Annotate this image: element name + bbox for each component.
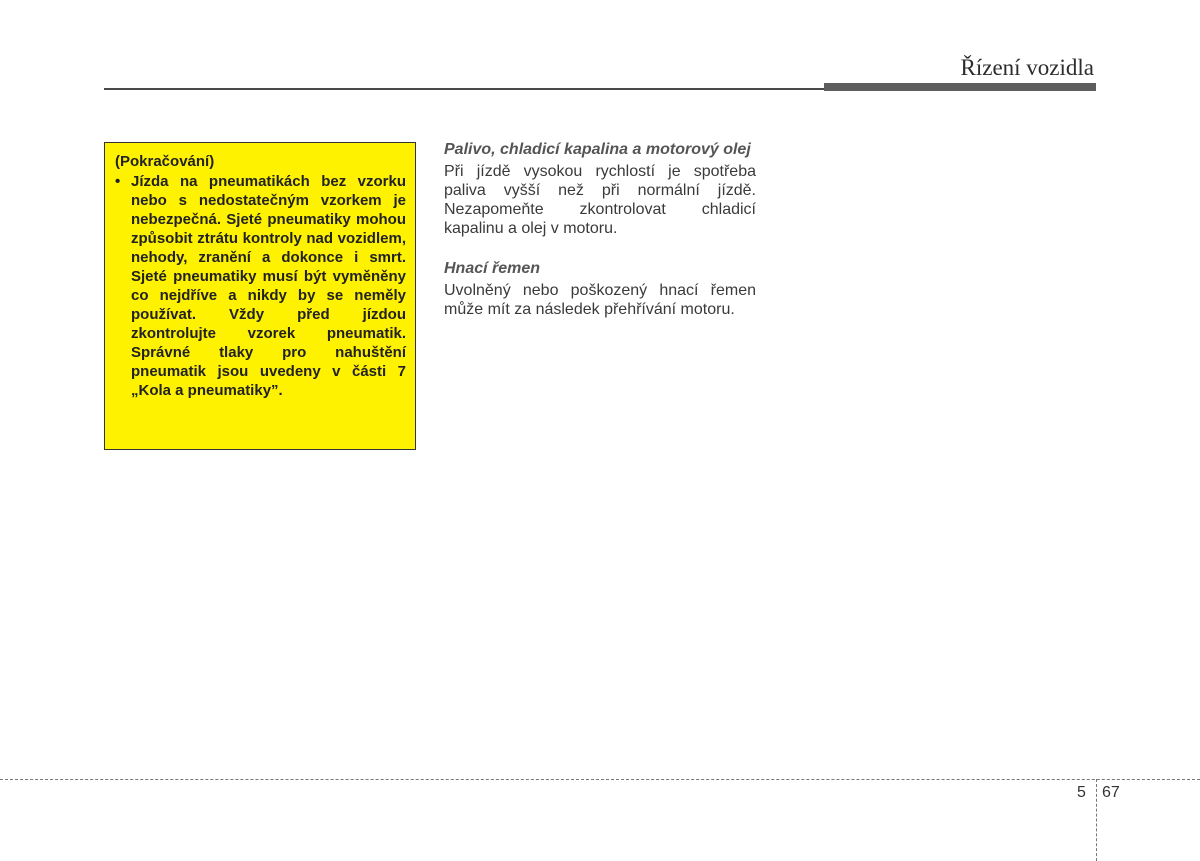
header-rule-accent xyxy=(824,83,1096,91)
warning-text: Jízda na pneumatikách bez vzorku nebo s nedostatečným vzorkem je nebezpečná. Sjeté pneumatiky mohou způsobit ztrátu kontroly nad vozidlem, nehody, zranění a dokonce i smrt. Sjeté pneumatiky musí být vyměněny co nejdříve a nikdy by se neměly používat. Vždy před jízdou zkontrolujte vzorek pneumatik. Správné tlaky pro nahuštění pneumatik jsou uvedeny v části 7 „Kola a pneumatiky”. xyxy=(131,173,406,399)
section-body: Při jízdě vysokou rychlostí je spotřeba paliva vyšší než při normální jízdě. Nezapomeňte zkontrolovat chladicí kapalinu a olej v motoru. xyxy=(444,163,756,237)
section-body: Uvolněný nebo poškozený hnací řemen může mít za následek přehřívání motoru. xyxy=(444,282,756,318)
page-title: Řízení vozidla xyxy=(960,55,1094,80)
footer-divider xyxy=(1096,779,1097,861)
warning-box xyxy=(104,142,416,450)
footer-rule xyxy=(0,779,1200,780)
bullet-icon: • xyxy=(115,173,121,190)
section-title: Palivo, chladicí kapalina a motorový olej xyxy=(444,141,751,158)
section-drive-belt xyxy=(444,259,756,319)
warning-list-item xyxy=(115,172,406,400)
chapter-number: 5 xyxy=(1077,784,1086,801)
section-title: Hnací řemen xyxy=(444,260,541,277)
warning-heading: (Pokračování) xyxy=(115,153,215,170)
text-column xyxy=(444,140,756,319)
header-rule xyxy=(104,88,824,90)
page-number: 67 xyxy=(1102,784,1120,801)
section-fuel-coolant-oil xyxy=(444,140,756,238)
